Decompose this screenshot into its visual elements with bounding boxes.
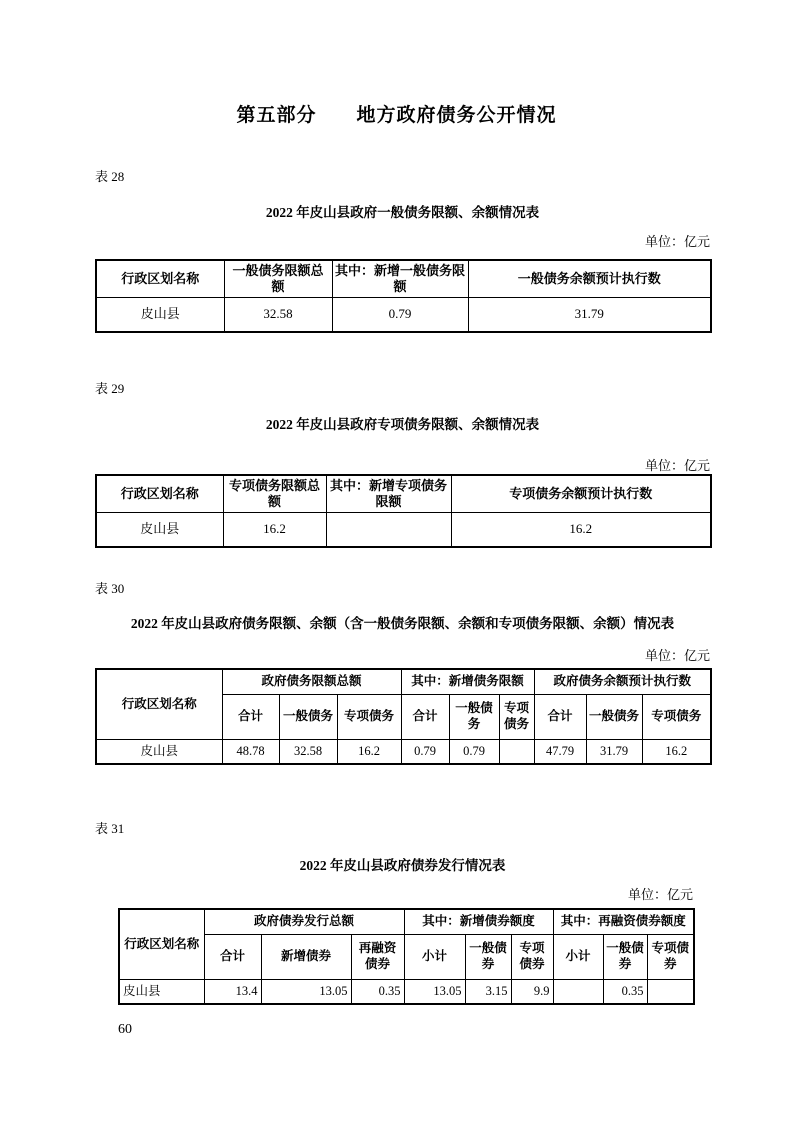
table30-data-cell: 皮山县 [96,740,222,765]
table29-header-cell: 其中：新增专项债务限额 [326,475,451,513]
table30-data-row [96,740,711,765]
table31-sub-header: 一般债券 [465,935,511,980]
table29-data-cell: 16.2 [223,513,326,548]
table29-header-cell: 行政区划名称 [96,475,223,513]
table31-sub-header: 再融资债券 [351,935,404,980]
table31-sub-header: 一般债券 [603,935,647,980]
table30-region-header: 行政区划名称 [96,669,222,740]
table30-data-cell: 0.79 [449,740,499,765]
table28-data-cell: 0.79 [332,298,468,333]
table30-sub-header: 一般债务 [586,695,642,740]
table28-label: 表 28 [95,169,125,184]
table31-caption: 2022 年皮山县政府债券发行情况表 [299,858,506,873]
table30-group-header: 政府债务余额预计执行数 [534,669,711,695]
table-30 [95,668,712,765]
table31-group-header: 其中：再融资债券额度 [553,909,694,935]
table29-label: 表 29 [95,381,125,396]
table31-data-cell: 0.35 [603,980,647,1005]
table28-data-cell: 32.58 [224,298,332,333]
table31-group-header: 其中：新增债券额度 [404,909,553,935]
page-title: 第五部分 地方政府债务公开情况 [236,105,557,126]
table29-header-cell: 专项债务余额预计执行数 [451,475,711,513]
table30-data-cell: 48.78 [222,740,279,765]
table31-group-header: 政府债券发行总额 [204,909,404,935]
table-28 [95,259,712,333]
table31-sub-header: 新增债券 [261,935,351,980]
table29-header-cell: 专项债务限额总额 [223,475,326,513]
table30-group-header: 政府债务限额总额 [222,669,401,695]
page-number: 60 [118,1022,132,1037]
table30-sub-header: 专项债务 [499,695,534,740]
table-31 [118,908,695,1005]
table30-sub-header: 合计 [401,695,449,740]
table30-sub-header: 专项债务 [337,695,401,740]
table31-data-cell: 3.15 [465,980,511,1005]
table31-data-cell: 皮山县 [119,980,204,1005]
table31-unit-label: 单位：亿元 [627,887,693,902]
table30-sub-header: 一般债务 [449,695,499,740]
table30-data-cell: 47.79 [534,740,586,765]
table29-data-row [96,513,711,548]
table28-data-row [96,298,711,333]
table31-sub-header: 小计 [553,935,603,980]
table28-header-cell: 一般债务限额总额 [224,260,332,298]
table31-sub-header: 专项债券 [511,935,553,980]
table30-group-header: 其中：新增债务限额 [401,669,534,695]
table28-header-cell: 行政区划名称 [96,260,224,298]
table29-header-row [96,475,711,513]
table30-data-cell: 16.2 [337,740,401,765]
table29-data-cell: 16.2 [451,513,711,548]
table31-data-cell [647,980,694,1005]
table29-data-cell [326,513,451,548]
table31-sub-header-row [119,935,694,980]
table30-group-header-row [96,669,711,695]
table30-data-cell: 16.2 [642,740,711,765]
table31-sub-header: 合计 [204,935,261,980]
table31-region-header: 行政区划名称 [119,909,204,980]
table30-label: 表 30 [95,581,125,596]
table30-sub-header: 专项债务 [642,695,711,740]
table30-unit-label: 单位：亿元 [644,648,710,663]
table30-caption: 2022 年皮山县政府债务限额、余额（含一般债务限额、余额和专项债务限额、余额）情况表 [130,616,675,631]
table31-data-cell: 13.05 [261,980,351,1005]
table30-sub-header: 一般债务 [279,695,337,740]
table29-unit-label: 单位：亿元 [644,458,710,473]
table28-data-cell: 31.79 [468,298,711,333]
table31-sub-header: 专项债券 [647,935,694,980]
table28-unit-label: 单位：亿元 [644,234,710,249]
table30-data-cell: 0.79 [401,740,449,765]
table31-data-cell: 13.4 [204,980,261,1005]
table31-group-header-row [119,909,694,935]
table31-data-row [119,980,694,1005]
table30-sub-header: 合计 [534,695,586,740]
table30-data-cell: 32.58 [279,740,337,765]
table30-sub-header: 合计 [222,695,279,740]
table29-data-cell: 皮山县 [96,513,223,548]
table29-caption: 2022 年皮山县政府专项债务限额、余额情况表 [265,417,540,432]
table31-data-cell: 13.05 [404,980,465,1005]
table28-header-cell: 其中：新增一般债务限额 [332,260,468,298]
table31-data-cell [553,980,603,1005]
table31-data-cell: 0.35 [351,980,404,1005]
table28-caption: 2022 年皮山县政府一般债务限额、余额情况表 [265,205,540,220]
table31-data-cell: 9.9 [511,980,553,1005]
table28-data-cell: 皮山县 [96,298,224,333]
table30-data-cell: 31.79 [586,740,642,765]
table30-data-cell [499,740,534,765]
table-29 [95,474,712,548]
table28-header-cell: 一般债务余额预计执行数 [468,260,711,298]
table28-header-row [96,260,711,298]
table31-sub-header: 小计 [404,935,465,980]
table31-label: 表 31 [95,821,125,836]
